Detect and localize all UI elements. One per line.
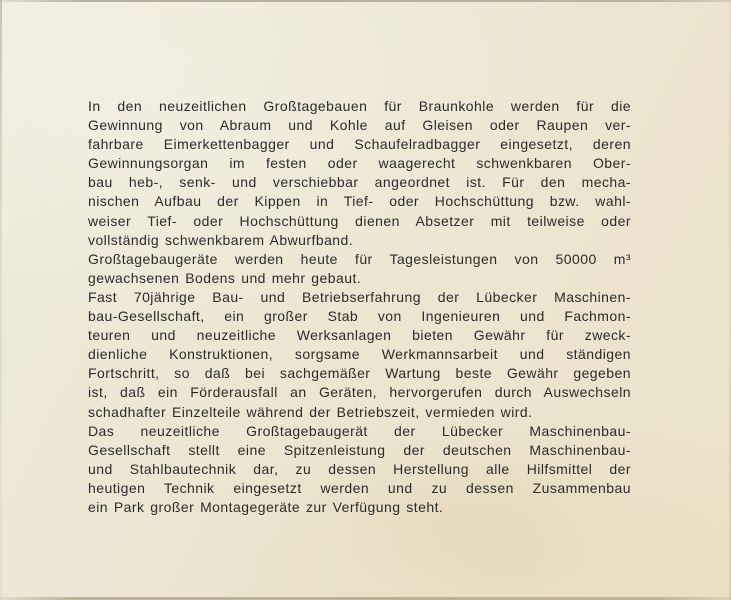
text-line: Das neuzeitliche Großtagebaugerät der Lübecker Maschinenbau- — [88, 422, 631, 439]
scan-edge-left — [0, 0, 2, 600]
text-line: dienliche Konstruktionen, sorgsame Werkmannsarbeit und ständigen — [88, 346, 631, 363]
text-line: teuren und neuzeitliche Werksanlagen bieten Gewähr für zweck- — [88, 327, 631, 344]
text-line: heutigen Technik eingesetzt werden und zu dessen Zusammenbau — [88, 479, 631, 496]
text-line: bau heb-, senk- und verschiebbar angeordnet ist. Für den mecha- — [88, 174, 631, 191]
text-line: Großtagebaugeräte werden heute für Tagesleistungen von 50000 m³ — [88, 250, 631, 267]
text-line: Gewinnung von Abraum und Kohle auf Gleisen oder Raupen ver- — [88, 117, 631, 134]
text-line: In den neuzeitlichen Großtagebauen für Braunkohle werden für die — [88, 98, 631, 114]
text-line: fahrbare Eimerkettenbagger und Schaufelradbagger eingesetzt, deren — [88, 136, 631, 153]
text-line: schadhafter Einzelteile während der Betriebszeit, vermieden wird. — [88, 403, 533, 420]
text-line: Gewinnungsorgan im festen oder waagerecht schwenkbaren Ober- — [88, 155, 631, 172]
text-line: Gesellschaft stellt eine Spitzenleistung der deutschen Maschinenbau- — [88, 441, 631, 458]
text-block — [88, 97, 631, 517]
scan-edge-top — [0, 0, 731, 2]
text-line: Fast 70jährige Bau- und Betriebserfahrung der Lübecker Maschinen- — [88, 288, 631, 305]
text-line: bau-Gesellschaft, ein großer Stab von Ingenieuren und Fachmon- — [88, 308, 631, 325]
text-line: ein Park großer Montagegeräte zur Verfügung steht. — [88, 498, 444, 515]
text-line: gewachsenen Bodens und mehr gebaut. — [88, 269, 362, 286]
text-line: und Stahlbautechnik dar, zu dessen Herstellung alle Hilfsmittel der — [88, 460, 631, 477]
text-line: vollständig schwenkbarem Abwurfband. — [88, 231, 354, 248]
text-line: weiser Tief- oder Hochschüttung dienen Absetzer mit teilweise oder — [88, 212, 631, 229]
text-line: Fortschritt, so daß bei sachgemäßer Wartung beste Gewähr gegeben — [88, 365, 631, 382]
text-line: ist, daß ein Förderausfall an Geräten, hervorgerufen durch Auswechseln — [88, 384, 631, 401]
text-line: nischen Aufbau der Kippen in Tief- oder Hochschüttung bzw. wahl- — [88, 193, 631, 210]
